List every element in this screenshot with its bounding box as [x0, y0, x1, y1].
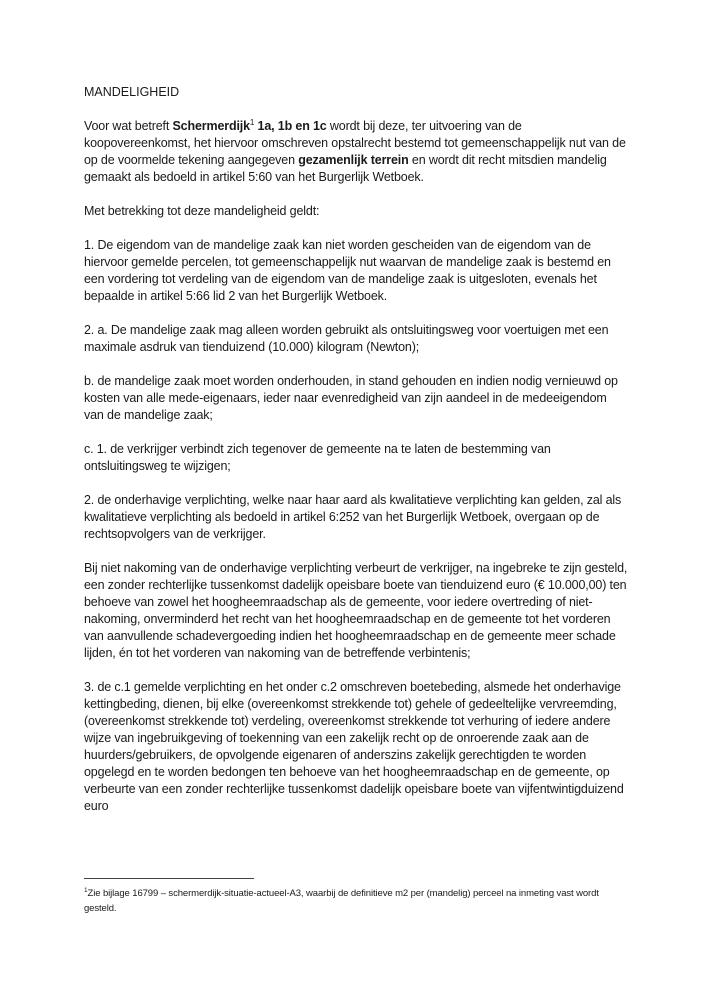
paragraph-2c1: c. 1. de verkrijger verbindt zich tegenover de gemeente na te laten de bestemming van ontsluitingsweg te wijzigen; [84, 442, 551, 473]
address-bold: Schermerdijk [172, 119, 250, 133]
house-numbers-bold: 1a, 1b en 1c [254, 119, 327, 133]
paragraph-2b: b. de mandelige zaak moet worden onderhouden, in stand gehouden en indien nodig vernieuwd op kosten van alle mede-eigenaars, ieder naar evenredigheid van zijn aandeel in de medeeigendom van de mandelige zaak; [84, 374, 618, 422]
paragraph-2c2: 2. de onderhavige verplichting, welke naar haar aard als kwalitatieve verplichting kan gelden, zal als kwalitatieve verplichting als bedoeld in artikel 6:252 van het Burgerlijk Wetboek, overgaan op de rechtsopvolgers van de verkrijger. [84, 493, 622, 541]
footnote-text: Zie bijlage 16799 – schermerdijk-situatie-actueel-A3, waarbij de definitieve m2 per (mandelig) perceel na inmeting vast wordt gesteld. [84, 888, 599, 914]
section-heading: MANDELIGHEID [84, 85, 180, 99]
footnote-marker: 1 [84, 886, 88, 894]
paragraph-penalty: Bij niet nakoming van de onderhavige verplichting verbeurt de verkrijger, na ingebreke te zijn gesteld, een zonder rechterlijke tussenkomst dadelijk opeisbare boete van tienduizend euro (€ 10.000,00) ten behoeve van zowel het hoogheemraadschap als de gemeente, voor iedere overtreding of niet-nakoming, onverminderd het recht van het hoogheemraadschap en de gemeente tot het vorderen van aanvullende schadevergoeding indien het hoogheemraadschap en de gemeente meer schade lijden, én tot het vorderen van nakoming van de betreffende verbintenis; [84, 561, 628, 660]
intro-text-1: Voor wat betreft [84, 119, 173, 133]
intro-paragraph [84, 118, 629, 186]
paragraph-3: 3. de c.1 gemelde verplichting en het onder c.2 omschreven boetebeding, alsmede het onderhavige kettingbeding, dienen, bij elke (overeenkomst strekkende tot) gehele of gedeeltelijke vervreemding, (overeenkomst strekkende tot) verdeling, overeenkomst strekkende tot verhuring of iedere andere wijze van ingebruikgeving of toekenning van een zakelijk recht op de onroerende zaak aan de huurders/gebruikers, de opvolgende eigenaren of anderszins zakelijk gerechtigden te worden opgelegd en te worden bedongen ten behoeve van het hoogheemraadschap en de gemeente, op verbeurte van een zonder rechterlijke tussenkomst dadelijk opeisbare boete van vijfentwintigduizend euro [84, 680, 624, 813]
footnote [84, 886, 629, 916]
paragraph-2a: 2. a. De mandelige zaak mag alleen worden gebruikt als ontsluitingsweg voor voertuigen met een maximale asdruk van tienduizend (10.000) kilogram (Newton); [84, 323, 609, 354]
footnote-divider [84, 878, 254, 879]
footnote-reference[interactable]: 1 [249, 117, 255, 127]
intro-text-2: wordt bij deze, ter uitvoering van de koopovereenkomst, het hiervoor omschreven opstalrecht bestemd tot gemeenschappelijk nut van de op de voormelde tekening aangegeven [84, 119, 626, 167]
shared-terrain-bold: gezamenlijk terrein [298, 153, 409, 167]
intro-text-3: en wordt dit recht mitsdien mandelig gemaakt als bedoeld in artikel 5:60 van het Burgerlijk Wetboek. [84, 153, 607, 184]
paragraph-conditions-intro: Met betrekking tot deze mandeligheid geldt: [84, 204, 320, 218]
paragraph-1: 1. De eigendom van de mandelige zaak kan niet worden gescheiden van de eigendom van de hiervoor gemelde percelen, tot gemeenschappelijk nut waarvan de mandelige zaak is bestemd en een vordering tot verdeling van de eigendom van de mandelige zaak is uitgesloten, evenals het bepaalde in artikel 5:66 lid 2 van het Burgerlijk Wetboek. [84, 238, 611, 303]
document-body [84, 84, 629, 832]
